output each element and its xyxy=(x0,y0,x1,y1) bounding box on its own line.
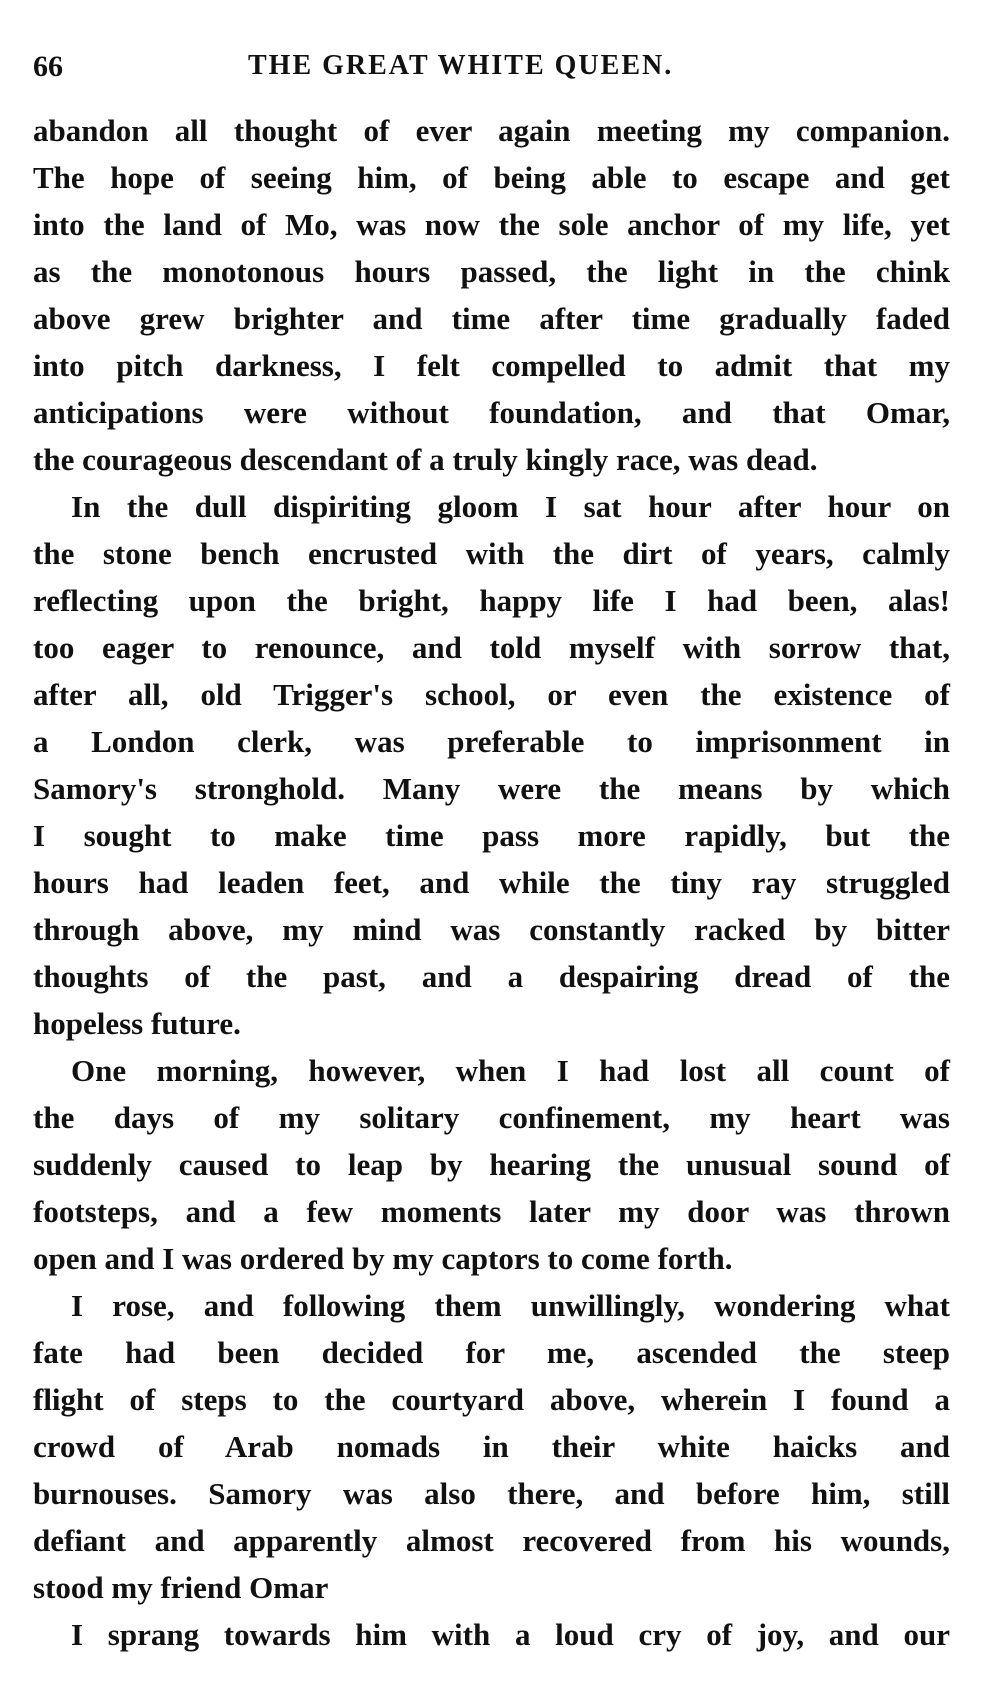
page-number: 66 xyxy=(33,50,63,83)
text-line: crowd of Arab nomads in their white haicks and xyxy=(33,1429,950,1464)
text-line: stood my friend Omar xyxy=(33,1570,329,1605)
text-line: footsteps, and a few moments later my door was thrown xyxy=(33,1194,950,1229)
text-line: into the land of Mo, was now the sole anchor of my life, yet xyxy=(33,207,950,242)
text-line: reflecting upon the bright, happy life I had been, alas! xyxy=(33,583,950,618)
text-line: the courageous descendant of a truly kingly race, was dead. xyxy=(33,442,818,477)
text-line: Samory's stronghold. Many were the means by which xyxy=(33,771,950,806)
running-title: THE GREAT WHITE QUEEN. xyxy=(248,50,674,81)
text-line: the stone bench encrusted with the dirt of years, calmly xyxy=(33,536,950,571)
text-line: abandon all thought of ever again meeting my companion. xyxy=(33,113,950,148)
text-line: through above, my mind was constantly racked by bitter xyxy=(33,912,950,947)
page-header xyxy=(33,50,943,90)
text-line: fate had been decided for me, ascended the steep xyxy=(33,1335,950,1370)
text-line: burnouses. Samory was also there, and before him, still xyxy=(33,1476,950,1511)
text-line: In the dull dispiriting gloom I sat hour after hour on xyxy=(71,489,950,524)
text-line: The hope of seeing him, of being able to escape and get xyxy=(33,160,950,195)
text-line: defiant and apparently almost recovered from his wounds, xyxy=(33,1523,950,1558)
text-line: anticipations were without foundation, and that Omar, xyxy=(33,395,950,430)
text-line: a London clerk, was preferable to imprisonment in xyxy=(33,724,950,759)
text-line: hopeless future. xyxy=(33,1006,241,1041)
text-line: hours had leaden feet, and while the tiny ray struggled xyxy=(33,865,950,900)
text-line: open and I was ordered by my captors to come forth. xyxy=(33,1241,733,1276)
text-line: above grew brighter and time after time gradually faded xyxy=(33,301,950,336)
text-line: suddenly caused to leap by hearing the unusual sound of xyxy=(33,1147,950,1182)
text-line: too eager to renounce, and told myself with sorrow that, xyxy=(33,630,950,665)
text-line: after all, old Trigger's school, or even the existence of xyxy=(33,677,950,712)
text-line: One morning, however, when I had lost all count of xyxy=(71,1053,950,1088)
body-text xyxy=(33,107,950,1658)
text-line: as the monotonous hours passed, the light in the chink xyxy=(33,254,950,289)
text-line: into pitch darkness, I felt compelled to admit that my xyxy=(33,348,950,383)
text-line: flight of steps to the courtyard above, wherein I found a xyxy=(33,1382,950,1417)
text-line: I sought to make time pass more rapidly, but the xyxy=(33,818,950,853)
text-line: the days of my solitary confinement, my heart was xyxy=(33,1100,950,1135)
text-line: I sprang towards him with a loud cry of joy, and our xyxy=(71,1617,950,1652)
text-line: thoughts of the past, and a despairing dread of the xyxy=(33,959,950,994)
text-line: I rose, and following them unwillingly, wondering what xyxy=(71,1288,950,1323)
